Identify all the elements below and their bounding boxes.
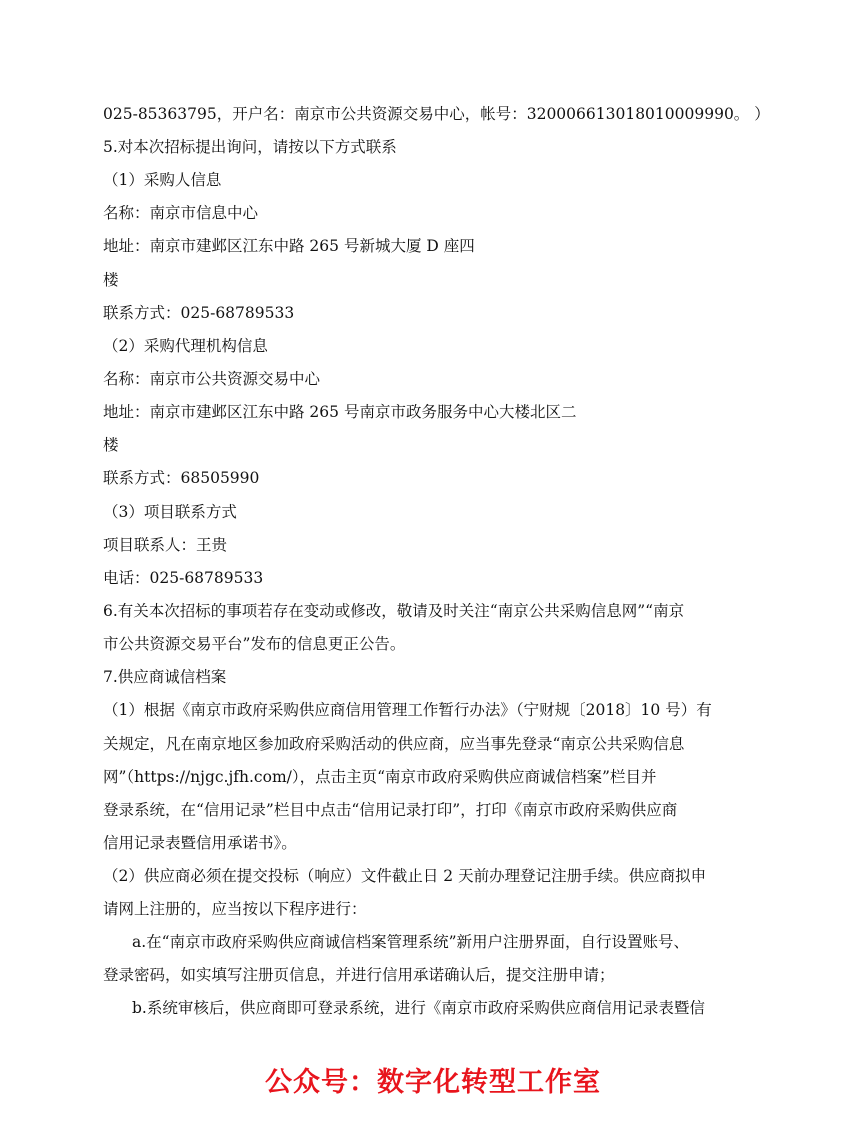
project-contact-person: 项目联系人：王贵: [103, 536, 228, 554]
section-7-2-line-2: 请网上注册的，应当按以下程序进行：: [103, 900, 367, 918]
text-line-account: 025-85363795，开户名：南京市公共资源交易中心，帐号：32000661301801000​9990。 ）: [103, 105, 770, 123]
section-6-line-2: 市公共资源交易平台”发布的信息更正公告。: [103, 635, 406, 653]
section-7-2-line-1: （2）供应商必须在提交投标（响应）文件截止日 2 天前办理登记注册手续。供应商拟申: [103, 867, 707, 885]
section-7-1-line-3: 网”（https://njgc.jfh.com/），点击主页“南京市政府采购供应商诚信档案”栏目并: [103, 768, 657, 786]
purchaser-contact: 联系方式：025-68789533: [103, 304, 295, 322]
agency-info-heading: （2）采购代理机构信息: [103, 337, 268, 355]
step-a-line-1: a.在“南京市政府采购供应商诚信档案管理系统”新用户注册界面，自行设置账号、: [132, 933, 690, 951]
purchaser-address: 地址：南京市建邺区江东中路 265 号新城大厦 D 座四: [103, 237, 475, 255]
agency-contact: 联系方式：68505990: [103, 469, 260, 487]
section-7-1-line-4: 登录系统，在“信用记录”栏目中点击“信用记录打印”，打印《南京市政府采购供应商: [103, 801, 678, 819]
purchaser-address-cont: 楼: [103, 271, 119, 289]
section-7-heading: 7.供应商诚信档案: [103, 668, 227, 686]
step-b-line-1: b.系统审核后，供应商即可登录系统，进行《南京市政府采购供应商信用记录表暨信: [132, 999, 705, 1017]
watermark-footer: 公众号：数字化转型工作室: [265, 1067, 601, 1098]
project-phone: 电话：025-68789533: [103, 569, 264, 587]
section-7-1-line-5: 信用记录表暨信用承诺书》。: [103, 834, 297, 852]
project-contact-heading: （3）项目联系方式: [103, 503, 237, 521]
step-a-line-2: 登录密码，如实填写注册页信息，并进行信用承诺确认后，提交注册申请；: [103, 966, 615, 984]
agency-address-cont: 楼: [103, 436, 119, 454]
purchaser-info-heading: （1）采购人信息: [103, 171, 222, 189]
section-5-heading: 5.对本次招标提出询问，请按以下方式联系: [103, 138, 397, 156]
agency-name: 名称：南京市公共资源交易中心: [103, 370, 321, 388]
agency-address: 地址：南京市建邺区江东中路 265 号南京市政务服务中心大楼北区二: [103, 403, 577, 421]
purchaser-name: 名称：南京市信息中心: [103, 204, 259, 222]
section-7-1-line-1: （1）根据《南京市政府采购供应商信用管理工作暂行办法》（宁财规〔2018〕10 号）有: [103, 701, 712, 719]
section-7-1-line-2: 关规定，凡在南京地区参加政府采购活动的供应商，应当事先登录“南京公共采购信息: [103, 735, 685, 753]
section-6-line-1: 6.有关本次招标的事项若存在变动或修改，敬请及时关注“南京公共采购信息网”“南京: [103, 602, 685, 620]
